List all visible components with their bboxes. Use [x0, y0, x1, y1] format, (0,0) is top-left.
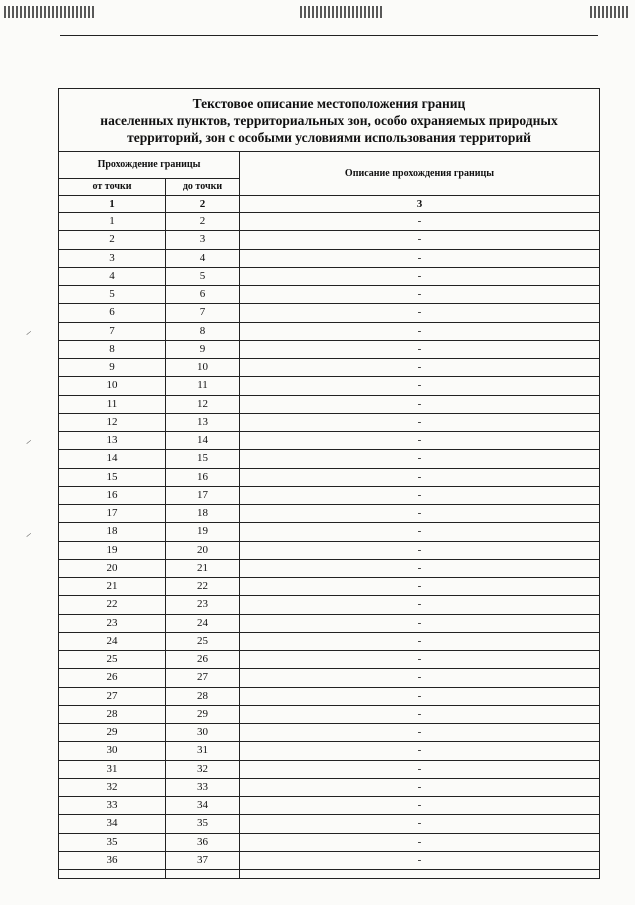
from-point-cell: 6 — [59, 304, 166, 322]
column-number-3: 3 — [240, 196, 600, 213]
table-row — [59, 833, 600, 851]
to-point-cell: 35 — [166, 815, 240, 833]
from-point-cell: 13 — [59, 432, 166, 450]
to-point-cell: 23 — [166, 596, 240, 614]
from-point-cell: 36 — [59, 851, 166, 869]
from-point-cell: 9 — [59, 359, 166, 377]
from-point-cell: 28 — [59, 705, 166, 723]
from-point-cell: 33 — [59, 797, 166, 815]
table-row — [59, 614, 600, 632]
from-point-cell: 19 — [59, 541, 166, 559]
table-row — [59, 450, 600, 468]
margin-mark-1: ⸝ — [26, 326, 31, 337]
table-row — [59, 231, 600, 249]
table-row — [59, 267, 600, 285]
from-point-cell: 17 — [59, 505, 166, 523]
table-row — [59, 742, 600, 760]
description-cell: - — [240, 632, 600, 650]
table-row — [59, 322, 600, 340]
description-cell: - — [240, 851, 600, 869]
table-row — [59, 432, 600, 450]
header-description: Описание прохождения границы — [240, 152, 600, 196]
description-cell: - — [240, 413, 600, 431]
table-row — [59, 559, 600, 577]
table-title — [59, 89, 600, 152]
to-point-cell: 27 — [166, 669, 240, 687]
description-cell: - — [240, 359, 600, 377]
from-point-cell: 2 — [59, 231, 166, 249]
table-row — [59, 505, 600, 523]
from-point-cell: 27 — [59, 687, 166, 705]
from-point-cell: 10 — [59, 377, 166, 395]
to-point-cell: 22 — [166, 578, 240, 596]
description-cell: - — [240, 705, 600, 723]
description-cell: - — [240, 340, 600, 358]
description-cell: - — [240, 450, 600, 468]
from-point-cell: 35 — [59, 833, 166, 851]
from-point-cell: 15 — [59, 468, 166, 486]
from-point-cell: 11 — [59, 395, 166, 413]
description-cell: - — [240, 468, 600, 486]
table-row — [59, 304, 600, 322]
table-row — [59, 815, 600, 833]
description-cell: - — [240, 578, 600, 596]
to-point-cell: 2 — [166, 213, 240, 231]
table-row — [59, 541, 600, 559]
to-point-cell: 13 — [166, 413, 240, 431]
description-cell: - — [240, 797, 600, 815]
to-point-cell: 36 — [166, 833, 240, 851]
to-point-cell: 8 — [166, 322, 240, 340]
to-point-cell: 5 — [166, 267, 240, 285]
description-cell: - — [240, 596, 600, 614]
description-cell: - — [240, 815, 600, 833]
to-point-cell: 34 — [166, 797, 240, 815]
header-passage: Прохождение границы — [59, 152, 240, 179]
to-point-cell: 9 — [166, 340, 240, 358]
scan-binding-mark-right — [590, 6, 630, 18]
to-point-cell: 16 — [166, 468, 240, 486]
header-to-point: до точки — [166, 179, 240, 196]
to-point-cell: 4 — [166, 249, 240, 267]
scan-binding-mark-left — [4, 6, 96, 18]
title-line-1: Текстовое описание местоположения границ — [192, 95, 466, 111]
empty-cell — [240, 870, 600, 879]
boundary-description-table — [58, 88, 600, 879]
to-point-cell: 11 — [166, 377, 240, 395]
table-row — [59, 359, 600, 377]
margin-mark-2: ⸝ — [26, 435, 31, 446]
from-point-cell: 12 — [59, 413, 166, 431]
from-point-cell: 31 — [59, 760, 166, 778]
column-number-2: 2 — [166, 196, 240, 213]
table-row — [59, 213, 600, 231]
top-rule — [60, 35, 598, 36]
table-row — [59, 632, 600, 650]
description-cell: - — [240, 742, 600, 760]
table-row — [59, 395, 600, 413]
description-cell: - — [240, 249, 600, 267]
table-row — [59, 340, 600, 358]
to-point-cell: 21 — [166, 559, 240, 577]
to-point-cell: 29 — [166, 705, 240, 723]
description-cell: - — [240, 760, 600, 778]
to-point-cell: 6 — [166, 286, 240, 304]
empty-cell — [59, 870, 166, 879]
table-row — [59, 851, 600, 869]
title-line-2: населенных пунктов, территориальных зон, особо охраняемых природных — [100, 112, 558, 128]
description-cell: - — [240, 505, 600, 523]
description-cell: - — [240, 833, 600, 851]
to-point-cell: 19 — [166, 523, 240, 541]
from-point-cell: 20 — [59, 559, 166, 577]
table-row — [59, 377, 600, 395]
table-row — [59, 797, 600, 815]
description-cell: - — [240, 651, 600, 669]
table-row — [59, 486, 600, 504]
table-row — [59, 596, 600, 614]
from-point-cell: 34 — [59, 815, 166, 833]
table-row — [59, 286, 600, 304]
from-point-cell: 14 — [59, 450, 166, 468]
description-cell: - — [240, 377, 600, 395]
from-point-cell: 3 — [59, 249, 166, 267]
table-row — [59, 249, 600, 267]
description-cell: - — [240, 432, 600, 450]
empty-cell — [166, 870, 240, 879]
table-row — [59, 669, 600, 687]
to-point-cell: 30 — [166, 724, 240, 742]
description-cell: - — [240, 541, 600, 559]
description-cell: - — [240, 286, 600, 304]
table-row — [59, 687, 600, 705]
to-point-cell: 3 — [166, 231, 240, 249]
to-point-cell: 24 — [166, 614, 240, 632]
from-point-cell: 4 — [59, 267, 166, 285]
from-point-cell: 23 — [59, 614, 166, 632]
from-point-cell: 16 — [59, 486, 166, 504]
table-row — [59, 523, 600, 541]
description-cell: - — [240, 559, 600, 577]
to-point-cell: 32 — [166, 760, 240, 778]
title-line-3: территорий, зон с особыми условиями использования территорий — [127, 129, 531, 145]
margin-mark-3: ⸝ — [26, 528, 31, 539]
description-cell: - — [240, 687, 600, 705]
table-row — [59, 468, 600, 486]
description-cell: - — [240, 395, 600, 413]
to-point-cell: 20 — [166, 541, 240, 559]
to-point-cell: 7 — [166, 304, 240, 322]
table-row — [59, 705, 600, 723]
to-point-cell: 33 — [166, 778, 240, 796]
to-point-cell: 14 — [166, 432, 240, 450]
description-cell: - — [240, 231, 600, 249]
from-point-cell: 1 — [59, 213, 166, 231]
table-row — [59, 413, 600, 431]
from-point-cell: 8 — [59, 340, 166, 358]
to-point-cell: 26 — [166, 651, 240, 669]
table-row — [59, 578, 600, 596]
from-point-cell: 21 — [59, 578, 166, 596]
table-row — [59, 760, 600, 778]
description-cell: - — [240, 523, 600, 541]
from-point-cell: 26 — [59, 669, 166, 687]
to-point-cell: 37 — [166, 851, 240, 869]
description-cell: - — [240, 724, 600, 742]
description-cell: - — [240, 267, 600, 285]
from-point-cell: 22 — [59, 596, 166, 614]
from-point-cell: 32 — [59, 778, 166, 796]
column-number-1: 1 — [59, 196, 166, 213]
table-tail-row — [59, 870, 600, 879]
table-row — [59, 651, 600, 669]
from-point-cell: 30 — [59, 742, 166, 760]
to-point-cell: 17 — [166, 486, 240, 504]
from-point-cell: 18 — [59, 523, 166, 541]
to-point-cell: 15 — [166, 450, 240, 468]
description-cell: - — [240, 614, 600, 632]
table-row — [59, 724, 600, 742]
from-point-cell: 24 — [59, 632, 166, 650]
description-cell: - — [240, 669, 600, 687]
description-cell: - — [240, 322, 600, 340]
from-point-cell: 29 — [59, 724, 166, 742]
from-point-cell: 7 — [59, 322, 166, 340]
from-point-cell: 25 — [59, 651, 166, 669]
header-from-point: от точки — [59, 179, 166, 196]
to-point-cell: 31 — [166, 742, 240, 760]
scan-binding-mark-center — [300, 6, 384, 18]
to-point-cell: 28 — [166, 687, 240, 705]
to-point-cell: 18 — [166, 505, 240, 523]
to-point-cell: 10 — [166, 359, 240, 377]
to-point-cell: 25 — [166, 632, 240, 650]
description-cell: - — [240, 213, 600, 231]
description-cell: - — [240, 304, 600, 322]
table-row — [59, 778, 600, 796]
description-cell: - — [240, 778, 600, 796]
to-point-cell: 12 — [166, 395, 240, 413]
description-cell: - — [240, 486, 600, 504]
from-point-cell: 5 — [59, 286, 166, 304]
